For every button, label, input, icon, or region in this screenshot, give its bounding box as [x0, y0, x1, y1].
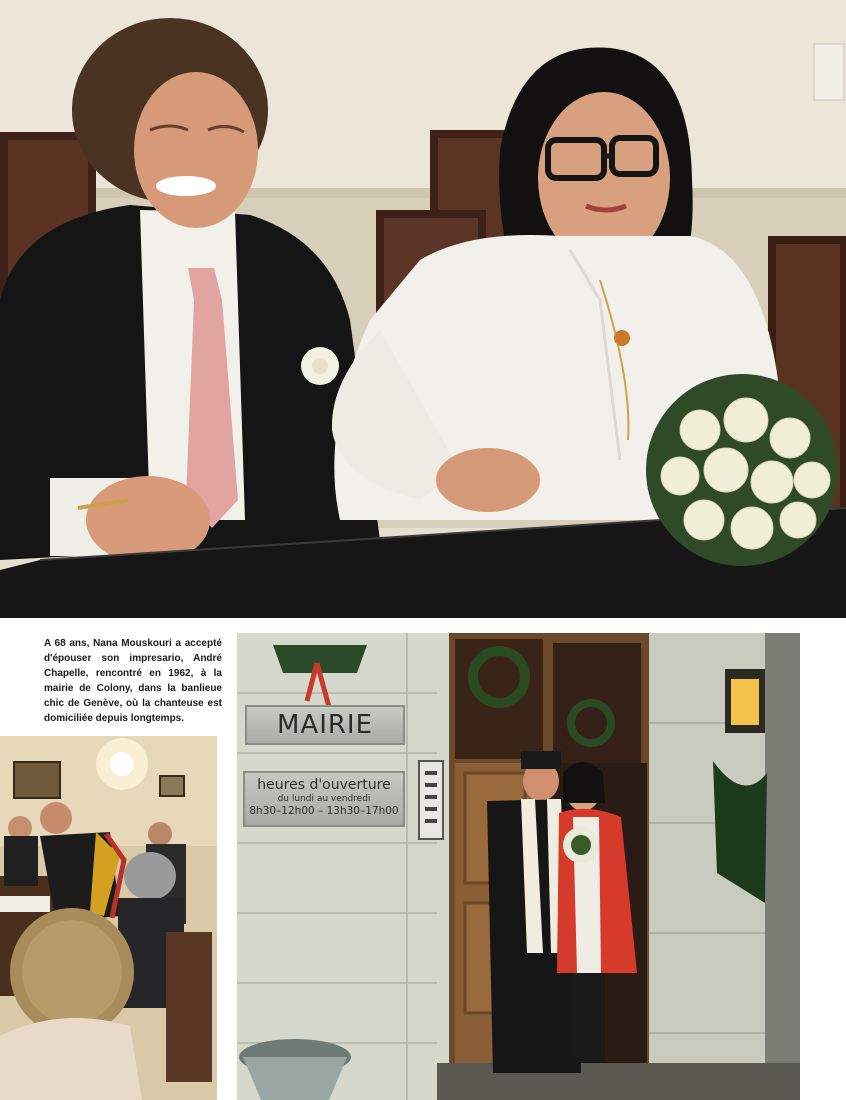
photo-mairie-entrance [237, 633, 800, 1100]
mairie-sign: MAIRIE [245, 705, 405, 745]
photo-caption: A 68 ans, Nana Mouskouri a accepté d'épouser son impresario, André Chapelle, rencontré en 1962, à la mairie de Colony, dans la banlieue chic de Genève, où la chanteuse est domiciliée depuis longtemps. [44, 638, 222, 724]
opening-hours-times: 8h30–12h00 – 13h30–17h00 [249, 805, 399, 817]
photo-ceremony-room [0, 736, 217, 1100]
opening-hours-title: heures d'ouverture [257, 777, 391, 793]
opening-hours-sign [243, 771, 405, 827]
opening-hours-days: du lundi au vendredi [277, 794, 371, 804]
